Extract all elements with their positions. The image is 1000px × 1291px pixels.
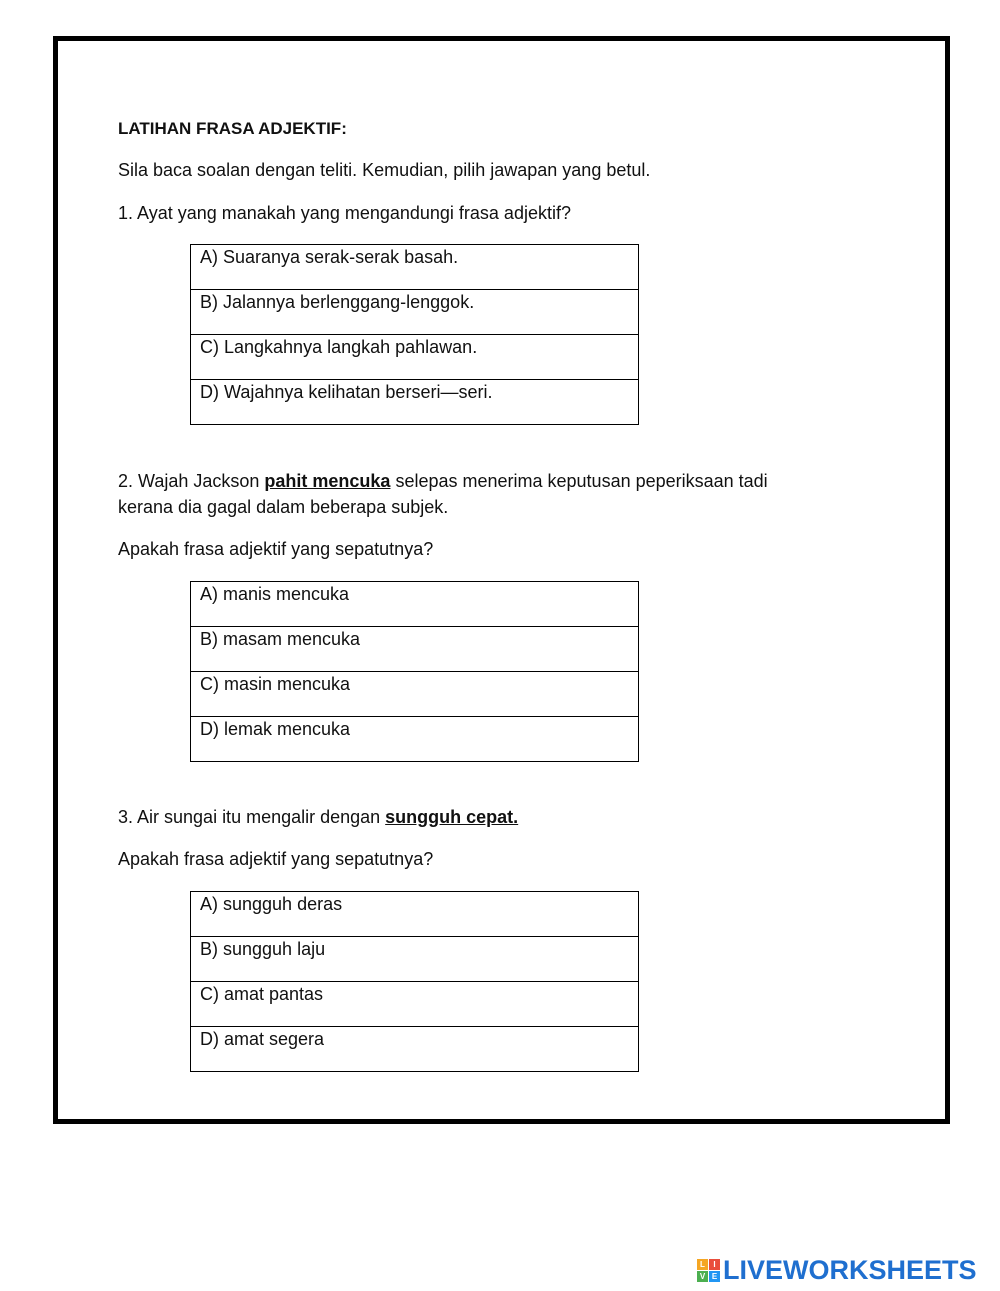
logo-blocks-icon: L I V E [697,1259,720,1282]
q1-option-d[interactable]: D) Wajahnya kelihatan berseri—seri. [191,380,639,425]
q3-option-b[interactable]: B) sungguh laju [191,937,639,982]
q3-option-d[interactable]: D) amat segera [191,1027,639,1072]
q2-option-d[interactable]: D) lemak mencuka [191,717,639,762]
q1-option-b[interactable]: B) Jalannya berlenggang-lenggok. [191,290,639,335]
question-2-text-line2: kerana dia gagal dalam beberapa subjek. [118,497,449,517]
question-1-options [190,244,639,425]
question-2-prompt: Apakah frasa adjektif yang sepatutnya? [118,539,434,559]
liveworksheets-logo [697,1255,977,1285]
instruction-text: Sila baca soalan dengan teliti. Kemudian, pilih jawapan yang betul. [118,160,651,180]
question-2-text: 2. Wajah Jackson pahit mencuka selepas menerima keputusan peperiksaan tadi [118,471,768,491]
logo-text: LIVEWORKSHEETS [723,1254,977,1285]
q1-option-a[interactable]: A) Suaranya serak-serak basah. [191,245,639,290]
question-3-text: 3. Air sungai itu mengalir dengan sungguh cepat. [118,807,519,827]
question-3-options [190,891,639,1072]
q1-option-c[interactable]: C) Langkahnya langkah pahlawan. [191,335,639,380]
question-3-prompt: Apakah frasa adjektif yang sepatutnya? [118,849,434,869]
worksheet-title: LATIHAN FRASA ADJEKTIF: [118,119,347,138]
q3-option-a[interactable]: A) sungguh deras [191,892,639,937]
q2-option-b[interactable]: B) masam mencuka [191,627,639,672]
q3-option-c[interactable]: C) amat pantas [191,982,639,1027]
q2-option-c[interactable]: C) masin mencuka [191,672,639,717]
question-2-highlight: pahit mencuka [264,471,391,491]
question-2-options [190,581,639,762]
q2-option-a[interactable]: A) manis mencuka [191,582,639,627]
question-1-text: 1. Ayat yang manakah yang mengandungi frasa adjektif? [118,203,571,223]
question-3-highlight: sungguh cepat. [385,807,519,827]
